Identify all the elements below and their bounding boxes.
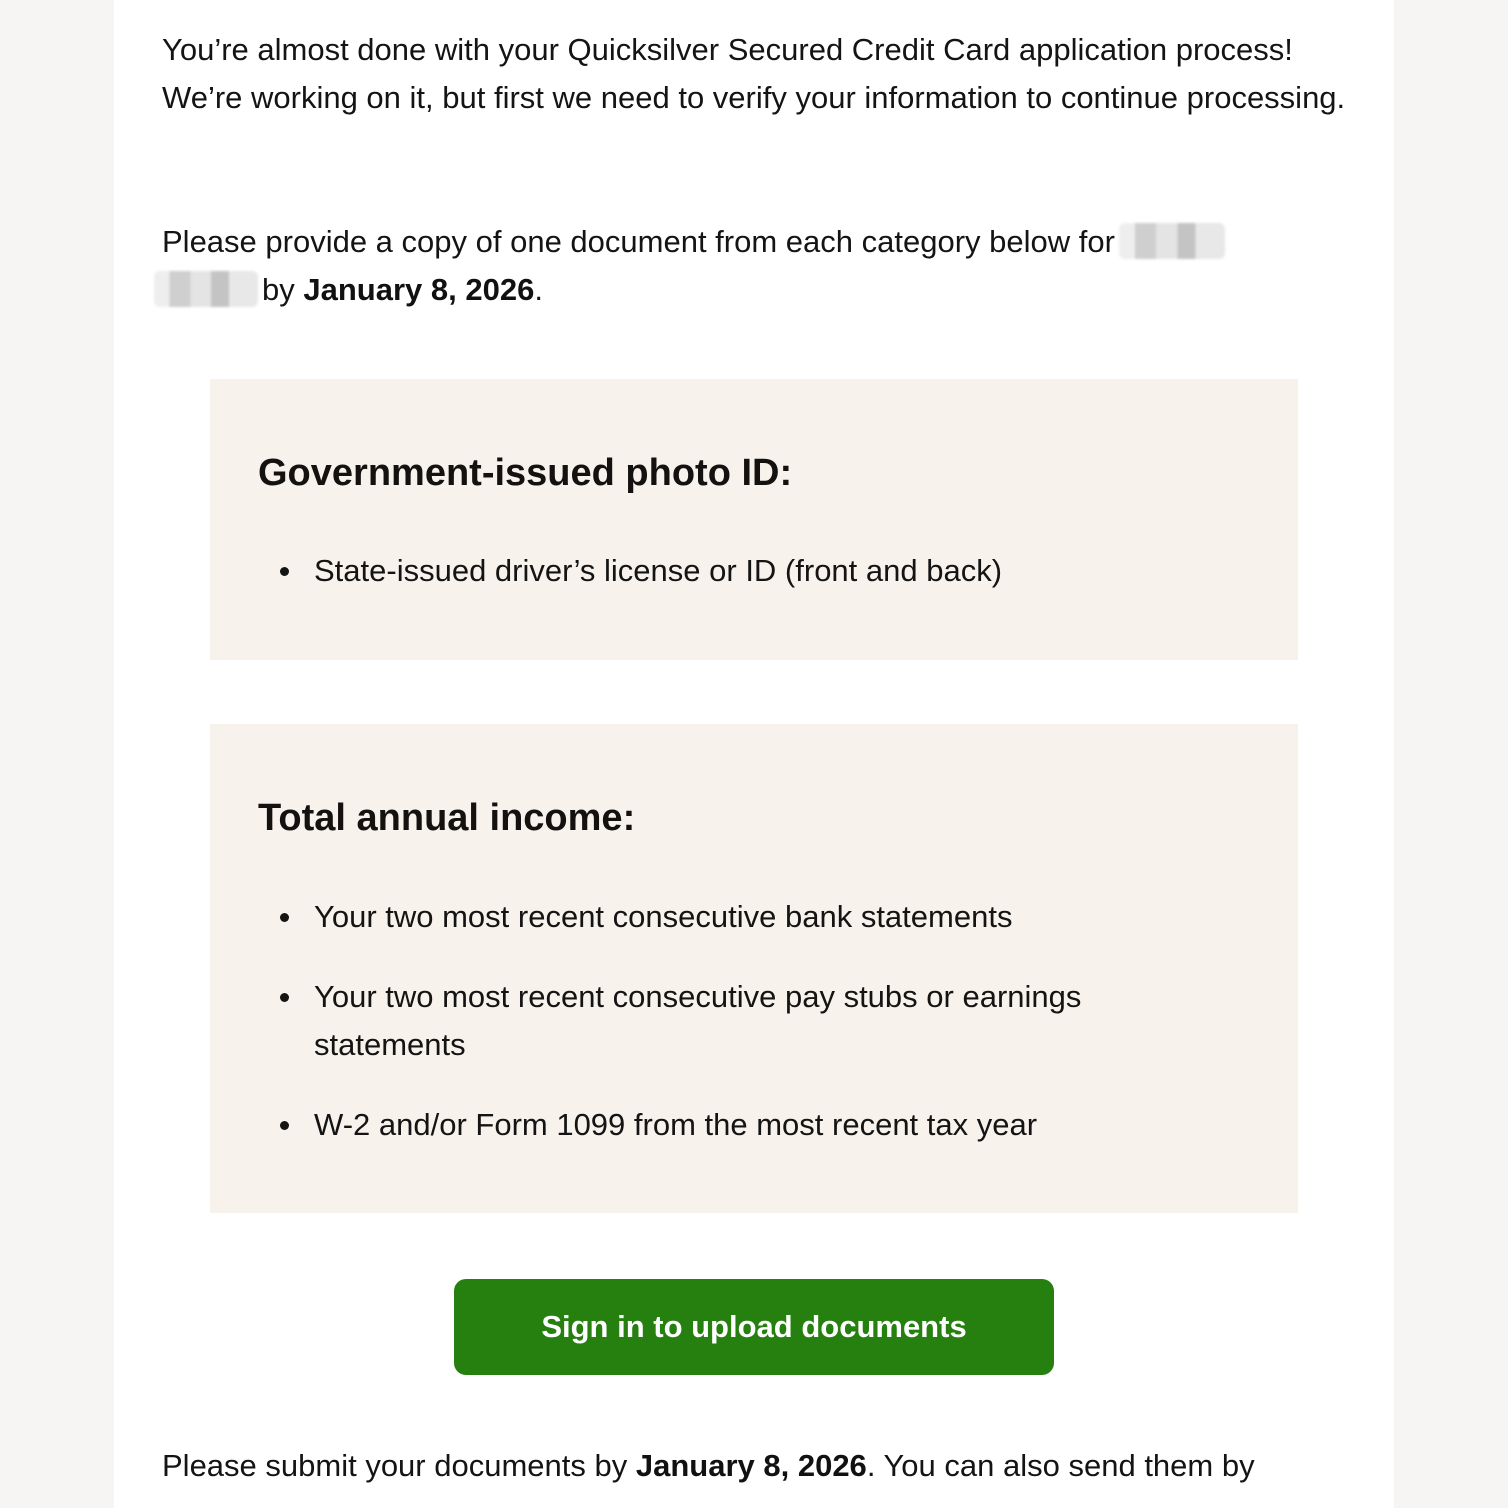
list-item: W-2 and/or Form 1099 from the most recent tax year bbox=[274, 1101, 1234, 1149]
photo-id-title: Government-issued photo ID: bbox=[258, 452, 793, 494]
photo-id-section bbox=[210, 379, 1298, 660]
income-section bbox=[210, 724, 1298, 1213]
request-prefix: Please provide a copy of one document from each category below for bbox=[162, 224, 1115, 259]
request-middle: by bbox=[262, 272, 295, 307]
redacted-name-continued bbox=[154, 271, 258, 307]
income-list bbox=[274, 893, 1234, 1181]
closing-prefix: Please submit your documents by bbox=[162, 1448, 628, 1483]
list-item: State-issued driver’s license or ID (front and back) bbox=[274, 547, 1234, 595]
upload-documents-button[interactable]: Sign in to upload documents bbox=[454, 1279, 1054, 1375]
closing-deadline: January 8, 2026 bbox=[635, 1448, 867, 1483]
closing-suffix: . You can also send them by bbox=[866, 1448, 1255, 1483]
list-item: Your two most recent consecutive pay stubs or earnings statements bbox=[274, 973, 1234, 1069]
request-deadline: January 8, 2026 bbox=[303, 272, 535, 307]
income-title: Total annual income: bbox=[258, 797, 636, 839]
request-paragraph bbox=[162, 218, 1362, 314]
email-body bbox=[114, 0, 1394, 1508]
closing-paragraph bbox=[162, 1442, 1362, 1490]
photo-id-list bbox=[274, 547, 1234, 627]
list-item: Your two most recent consecutive bank statements bbox=[274, 893, 1234, 941]
intro-paragraph: You’re almost done with your Quicksilver Secured Credit Card application process! We’re working on it, but first we need to verify your information to continue processing. bbox=[162, 32, 1346, 115]
redacted-name bbox=[1119, 223, 1225, 259]
request-suffix: . bbox=[534, 272, 543, 307]
